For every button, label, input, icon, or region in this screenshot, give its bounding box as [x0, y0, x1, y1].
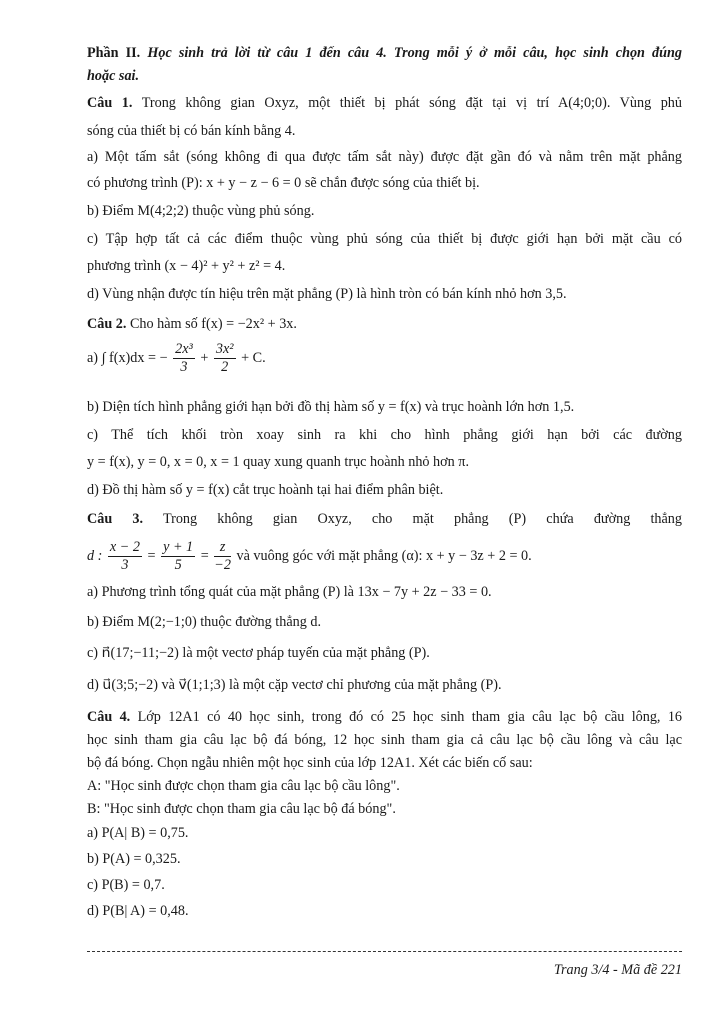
q4-stem1: Lớp 12A1 có 40 học sinh, trong đó có 25 học sinh tham gia câu lạc bộ cầu lông, 16 [137, 709, 683, 725]
q4-option-a: a) P(A| B) = 0,75. [87, 825, 189, 841]
q1-option-a1: a) Một tấm sắt (sóng không đi qua được tấm sắt này) được đặt gần đó và nằm trên mặt phẳng [87, 149, 682, 165]
q4-option-d: d) P(B| A) = 0,48. [87, 903, 189, 919]
q2-a-num-2: 3x² [215, 341, 234, 358]
q1-option-c1: c) Tập hợp tất cả các điểm thuộc vùng phủ sóng của thiết bị được giới hạn bởi mặt cầu có [87, 231, 682, 247]
q2-option-d: d) Đồ thị hàm số y = f(x) cắt trục hoành tại hai điểm phân biệt. [87, 482, 444, 498]
part-instruction: Học sinh trả lời từ câu 1 đến câu 4. Trong mỗi ý ở mỗi câu, học sinh chọn đúng [147, 45, 682, 61]
q3-label: Câu 3. [87, 511, 144, 527]
q2-a-den-2: 2 [221, 359, 229, 376]
q3-num-z: z [214, 539, 231, 557]
q2-a-den-1: 3 [180, 359, 188, 376]
q2-a-pre: a) ∫ f(x)dx = − [87, 350, 168, 366]
q4-event-b: B: "Học sinh được chọn tham gia câu lạc bộ đá bóng". [87, 801, 396, 817]
q1-option-c2: phương trình (x − 4)² + y² + z² = 4. [87, 258, 286, 274]
q2-a-num-1: 2x³ [175, 341, 193, 358]
q1-label: Câu 1. [87, 95, 133, 111]
q2-label: Câu 2. [87, 316, 127, 332]
q3-den-z: −2 [214, 557, 231, 574]
q3-num-y: y + 1 [163, 539, 194, 556]
q3-stem1: Trong không gian Oxyz, cho mặt phẳng (P) chứa đường thẳng [162, 511, 682, 527]
footer-divider [87, 951, 682, 952]
q3-line-d [87, 532, 682, 580]
q3-fraction-y [161, 539, 195, 574]
q1-stem-a: Trong không gian Oxyz, một thiết bị phát sóng đặt tại vị trí A(4;0;0). Vùng phủ [141, 95, 682, 111]
part-instruction-cont: hoặc sai. [87, 68, 140, 84]
q3-den-x: 3 [121, 557, 129, 574]
q1-stem-b: sóng của thiết bị có bán kính bằng 4. [87, 123, 296, 139]
q3-fraction-z [214, 539, 231, 574]
q1-stem-line1 [87, 92, 682, 115]
q3-eq-1: = [147, 548, 156, 564]
q4-event-a: A: "Học sinh được chọn tham gia câu lạc bộ cầu lông". [87, 778, 400, 794]
part-label: Phần II. [87, 45, 141, 61]
q3-d-pre: d : [87, 548, 103, 564]
q2-a-fraction-1 [173, 341, 195, 376]
q2-option-a [87, 334, 682, 382]
q3-fraction-x [108, 539, 142, 574]
q3-option-a: a) Phương trình tổng quát của mặt phẳng (P) là 13x − 7y + 2z − 33 = 0. [87, 584, 492, 600]
q2-a-post: + C. [241, 350, 266, 366]
q2-option-c2: y = f(x), y = 0, x = 0, x = 1 quay xung quanh trục hoành nhỏ hơn π. [87, 454, 469, 470]
q3-stem-line1 [87, 508, 682, 531]
part-header [87, 42, 682, 65]
q3-option-b: b) Điểm M(2;−1;0) thuộc đường thẳng d. [87, 614, 322, 630]
q3-eq-2: = [200, 548, 209, 564]
q2-option-b: b) Diện tích hình phẳng giới hạn bởi đồ thị hàm số y = f(x) và trục hoành lớn hơn 1,5. [87, 399, 575, 415]
q4-stem2: học sinh tham gia câu lạc bộ đá bóng, 12 học sinh tham gia cả câu lạc bộ cầu lông và câu lạc [87, 732, 682, 748]
q4-stem3: bộ đá bóng. Chọn ngẫu nhiên một học sinh của lớp 12A1. Xét các biến cố sau: [87, 755, 533, 771]
q4-option-c: c) P(B) = 0,7. [87, 877, 165, 893]
page-footer: Trang 3/4 - Mã đề 221 [553, 962, 682, 978]
q3-option-c: c) n⃗(17;−11;−2) là một vectơ pháp tuyến của mặt phẳng (P). [87, 645, 430, 661]
q2-stem-line [87, 313, 682, 336]
q2-option-c1: c) Thể tích khối tròn xoay sinh ra khi cho hình phẳng giới hạn bởi các đường [87, 427, 682, 443]
q1-option-d: d) Vùng nhận được tín hiệu trên mặt phẳng (P) là hình tròn có bán kính nhỏ hơn 3,5. [87, 286, 567, 302]
q2-a-fraction-2 [214, 341, 236, 376]
q4-stem-line1 [87, 706, 682, 729]
q3-num-x: x − 2 [109, 539, 140, 556]
q1-option-a2: có phương trình (P): x + y − z − 6 = 0 sẽ chắn được sóng của thiết bị. [87, 175, 480, 191]
q1-option-b: b) Điểm M(4;2;2) thuộc vùng phủ sóng. [87, 203, 315, 219]
q4-option-b: b) P(A) = 0,325. [87, 851, 181, 867]
q3-den-y: 5 [174, 557, 182, 574]
q3-option-d: d) u⃗(3;5;−2) và v⃗(1;1;3) là một cặp vectơ chỉ phương của mặt phẳng (P). [87, 677, 502, 693]
q2-stem: Cho hàm số f(x) = −2x² + 3x. [129, 316, 297, 332]
q4-label: Câu 4. [87, 709, 131, 725]
q3-d-post: và vuông góc với mặt phẳng (α): x + y − 3z + 2 = 0. [236, 548, 532, 564]
q2-a-plus: + [200, 350, 209, 366]
